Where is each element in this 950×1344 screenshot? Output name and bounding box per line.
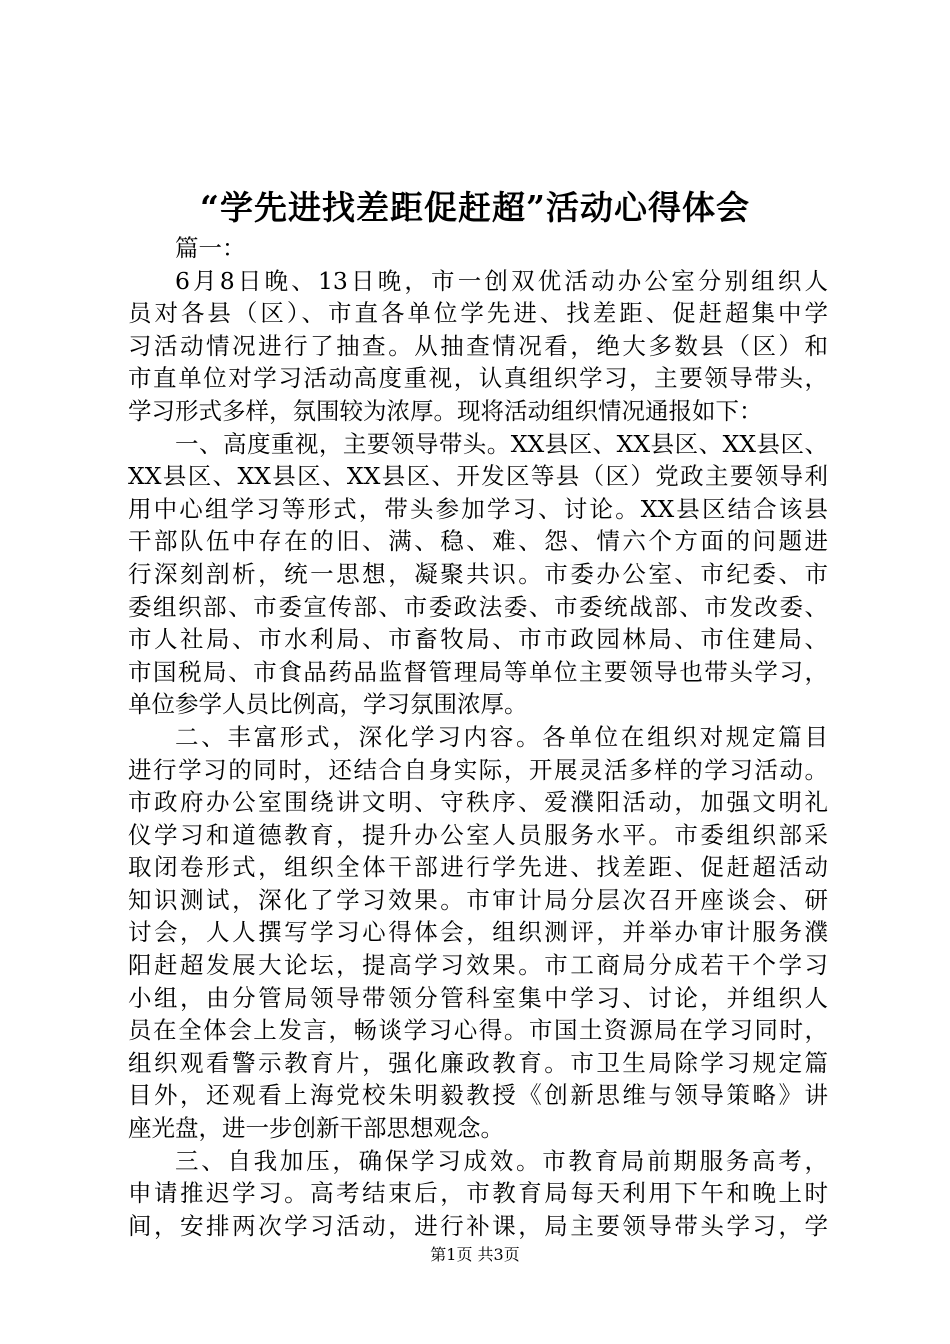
- body-line: 市国税局、市食品药品监督管理局等单位主要领导也带头学习，: [128, 657, 828, 686]
- body-line: 学习形式多样，氛围较为浓厚。现将活动组织情况通报如下：: [128, 396, 763, 425]
- body-line: 仪学习和道德教育，提升办公室人员服务水平。市委组织部采: [128, 820, 828, 849]
- body-line: 单位参学人员比例高，学习氛围浓厚。: [128, 690, 528, 719]
- body-line: 取闭卷形式，组织全体干部进行学先进、找差距、促赶超活动: [128, 853, 828, 882]
- document-title: “学先进找差距促赶超”活动心得体会: [200, 188, 750, 227]
- body-line: 讨会，人人撰写学习心得体会，组织测评，并举办审计服务濮: [128, 918, 828, 947]
- body-line: 用中心组学习等形式，带头参加学习、讨论。XX县区结合该县: [128, 494, 828, 523]
- document-body: [128, 232, 828, 1242]
- body-line: 委组织部、市委宣传部、市委政法委、市委统战部、市发改委、: [128, 592, 828, 621]
- body-line: XX县区、XX县区、XX县区、开发区等县（区）党政主要领导利: [128, 462, 828, 491]
- body-line: 6月8日晚、13日晚，市一创双优活动办公室分别组织人: [175, 266, 828, 295]
- body-line: 干部队伍中存在的旧、满、稳、难、怨、情六个方面的问题进: [128, 527, 828, 556]
- body-line: 小组，由分管局领导带领分管科室集中学习、讨论，并组织人: [128, 983, 828, 1012]
- body-line: 间，安排两次学习活动，进行补课，局主要领导带头学习，学: [128, 1211, 828, 1240]
- body-line: 知识测试，深化了学习效果。市审计局分层次召开座谈会、研: [128, 885, 828, 914]
- body-line: 申请推迟学习。高考结束后，市教育局每天利用下午和晚上时: [128, 1179, 828, 1208]
- page-footer: 第1页 共3页: [430, 1245, 520, 1264]
- body-line: 二、丰富形式，深化学习内容。各单位在组织对规定篇目: [175, 722, 828, 751]
- body-line: 篇一：: [175, 234, 246, 262]
- body-line: 进行学习的同时，还结合自身实际，开展灵活多样的学习活动。: [128, 755, 828, 784]
- body-line: 座光盘，进一步创新干部思想观念。: [128, 1114, 504, 1143]
- body-line: 市人社局、市水利局、市畜牧局、市市政园林局、市住建局、: [128, 625, 828, 654]
- body-line: 行深刻剖析，统一思想，凝聚共识。市委办公室、市纪委、市: [128, 559, 828, 588]
- body-line: 一、高度重视，主要领导带头。XX县区、XX县区、XX县区、: [175, 429, 828, 458]
- body-line: 组织观看警示教育片，强化廉政教育。市卫生局除学习规定篇: [128, 1048, 828, 1077]
- body-line: 习活动情况进行了抽查。从抽查情况看，绝大多数县（区）和: [128, 331, 828, 360]
- body-line: 员对各县（区）、市直各单位学先进、找差距、促赶超集中学: [128, 299, 828, 328]
- body-line: 员在全体会上发言，畅谈学习心得。市国土资源局在学习同时，: [128, 1016, 828, 1045]
- body-line: 三、自我加压，确保学习成效。市教育局前期服务高考，: [175, 1146, 828, 1175]
- body-line: 市直单位对学习活动高度重视，认真组织学习，主要领导带头，: [128, 364, 828, 393]
- body-line: 市政府办公室围绕讲文明、守秩序、爱濮阳活动，加强文明礼: [128, 788, 828, 817]
- body-line: 目外，还观看上海党校朱明毅教授《创新思维与领导策略》讲: [128, 1081, 828, 1110]
- body-line: 阳赶超发展大论坛，提高学习效果。市工商局分成若干个学习: [128, 951, 828, 980]
